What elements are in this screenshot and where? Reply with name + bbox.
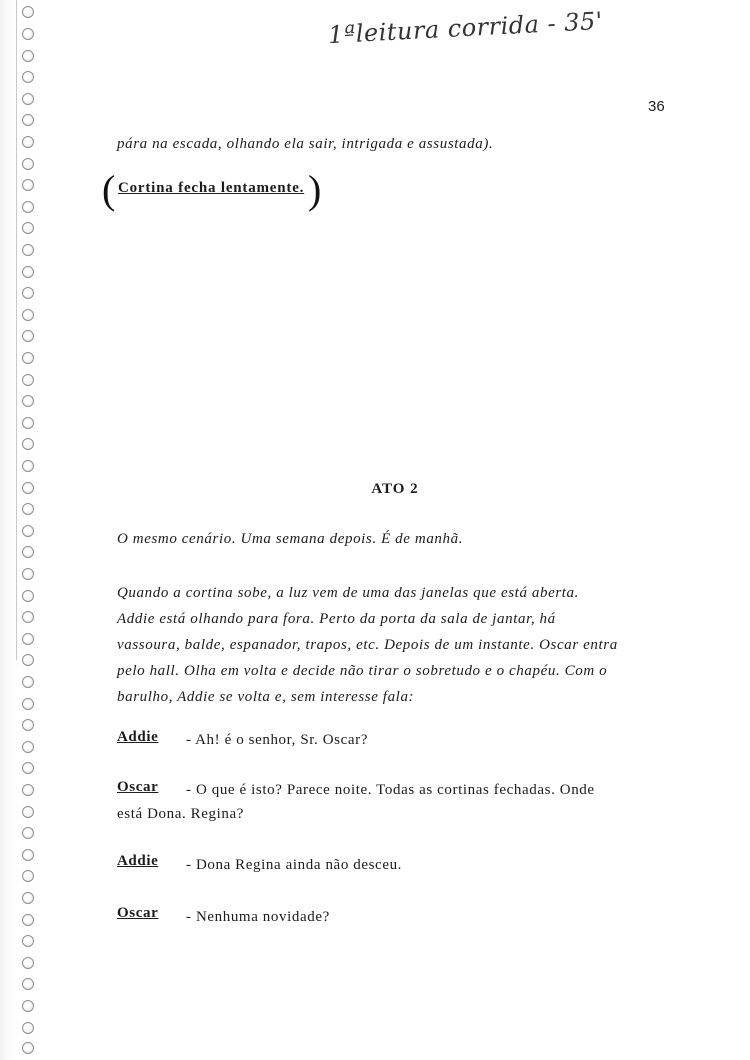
speech-continuation: está Dona. Regina? <box>117 806 245 822</box>
binder-hole-strip <box>0 0 44 1060</box>
open-paren: ( <box>102 167 116 212</box>
binder-hole <box>22 741 34 753</box>
close-paren: ) <box>308 167 322 212</box>
binder-hole <box>22 201 34 213</box>
binder-hole <box>22 395 34 407</box>
binder-hole <box>22 784 34 796</box>
binder-hole <box>22 892 34 904</box>
speaker-name: Oscar <box>117 779 159 795</box>
binder-hole <box>22 136 34 148</box>
binder-hole <box>22 654 34 666</box>
binder-hole <box>22 870 34 882</box>
speaker-name: Oscar <box>117 905 159 921</box>
speech-line: - Dona Regina ainda não desceu. <box>186 857 403 873</box>
binder-hole <box>22 957 34 969</box>
binder-hole <box>22 568 34 580</box>
binder-hole <box>22 546 34 558</box>
binder-hole <box>22 978 34 990</box>
curtain-text: Cortina fecha lentamente. <box>118 180 305 196</box>
binder-hole <box>22 1000 34 1012</box>
page-number: 36 <box>648 98 665 115</box>
description-line: barulho, Addie se volta e, sem interesse fala: <box>117 689 415 705</box>
speech-line: - Ah! é o senhor, Sr. Oscar? <box>186 732 368 748</box>
binder-hole <box>22 222 34 234</box>
binder-hole <box>22 914 34 926</box>
description-line: Quando a cortina sobe, a luz vem de uma das janelas que está aberta. <box>117 585 580 601</box>
binder-hole <box>22 935 34 947</box>
binder-hole <box>22 352 34 364</box>
binder-hole <box>22 1042 34 1054</box>
binder-hole <box>22 698 34 710</box>
binder-hole <box>22 762 34 774</box>
speaker-name: Addie <box>117 729 159 745</box>
binder-hole <box>22 158 34 170</box>
setting-line: O mesmo cenário. Uma semana depois. É de manhã. <box>117 531 464 547</box>
binder-hole <box>22 460 34 472</box>
binder-hole <box>22 1022 34 1034</box>
binder-hole <box>22 611 34 623</box>
binder-hole <box>22 719 34 731</box>
binder-hole <box>22 374 34 386</box>
speaker-name: Addie <box>117 853 159 869</box>
binder-hole <box>22 438 34 450</box>
binder-hole <box>22 244 34 256</box>
binder-hole <box>22 676 34 688</box>
description-line: vassoura, balde, espanador, trapos, etc. Depois de um instante. Oscar entra <box>117 637 618 653</box>
binder-hole <box>22 287 34 299</box>
binder-hole <box>22 71 34 83</box>
binder-hole <box>22 330 34 342</box>
speech-line: - O que é isto? Parece noite. Todas as cortinas fechadas. Onde <box>186 782 595 798</box>
binder-edge-line <box>16 0 17 660</box>
binder-hole <box>22 590 34 602</box>
speech-line: - Nenhuma novidade? <box>186 909 330 925</box>
binder-hole <box>22 503 34 515</box>
binder-hole <box>22 93 34 105</box>
stage-direction-end: pára na escada, olhando ela sair, intrigada e assustada). <box>117 136 494 152</box>
binder-hole <box>22 525 34 537</box>
binder-hole <box>22 309 34 321</box>
description-line: Addie está olhando para fora. Perto da porta da sala de jantar, há <box>117 611 556 627</box>
binder-hole <box>22 417 34 429</box>
binder-hole <box>22 633 34 645</box>
binder-hole <box>22 114 34 126</box>
binder-hole <box>22 266 34 278</box>
handwritten-note: 1ªleitura corrida - 35' <box>327 6 604 50</box>
description-line: pelo hall. Olha em volta e decide não tirar o sobretudo e o chapéu. Com o <box>117 663 608 679</box>
act-heading: ATO 2 <box>371 481 419 497</box>
binder-hole <box>22 806 34 818</box>
binder-hole <box>22 50 34 62</box>
binder-hole <box>22 28 34 40</box>
binder-hole <box>22 849 34 861</box>
binder-hole <box>22 6 34 18</box>
binder-hole <box>22 179 34 191</box>
binder-hole <box>22 827 34 839</box>
